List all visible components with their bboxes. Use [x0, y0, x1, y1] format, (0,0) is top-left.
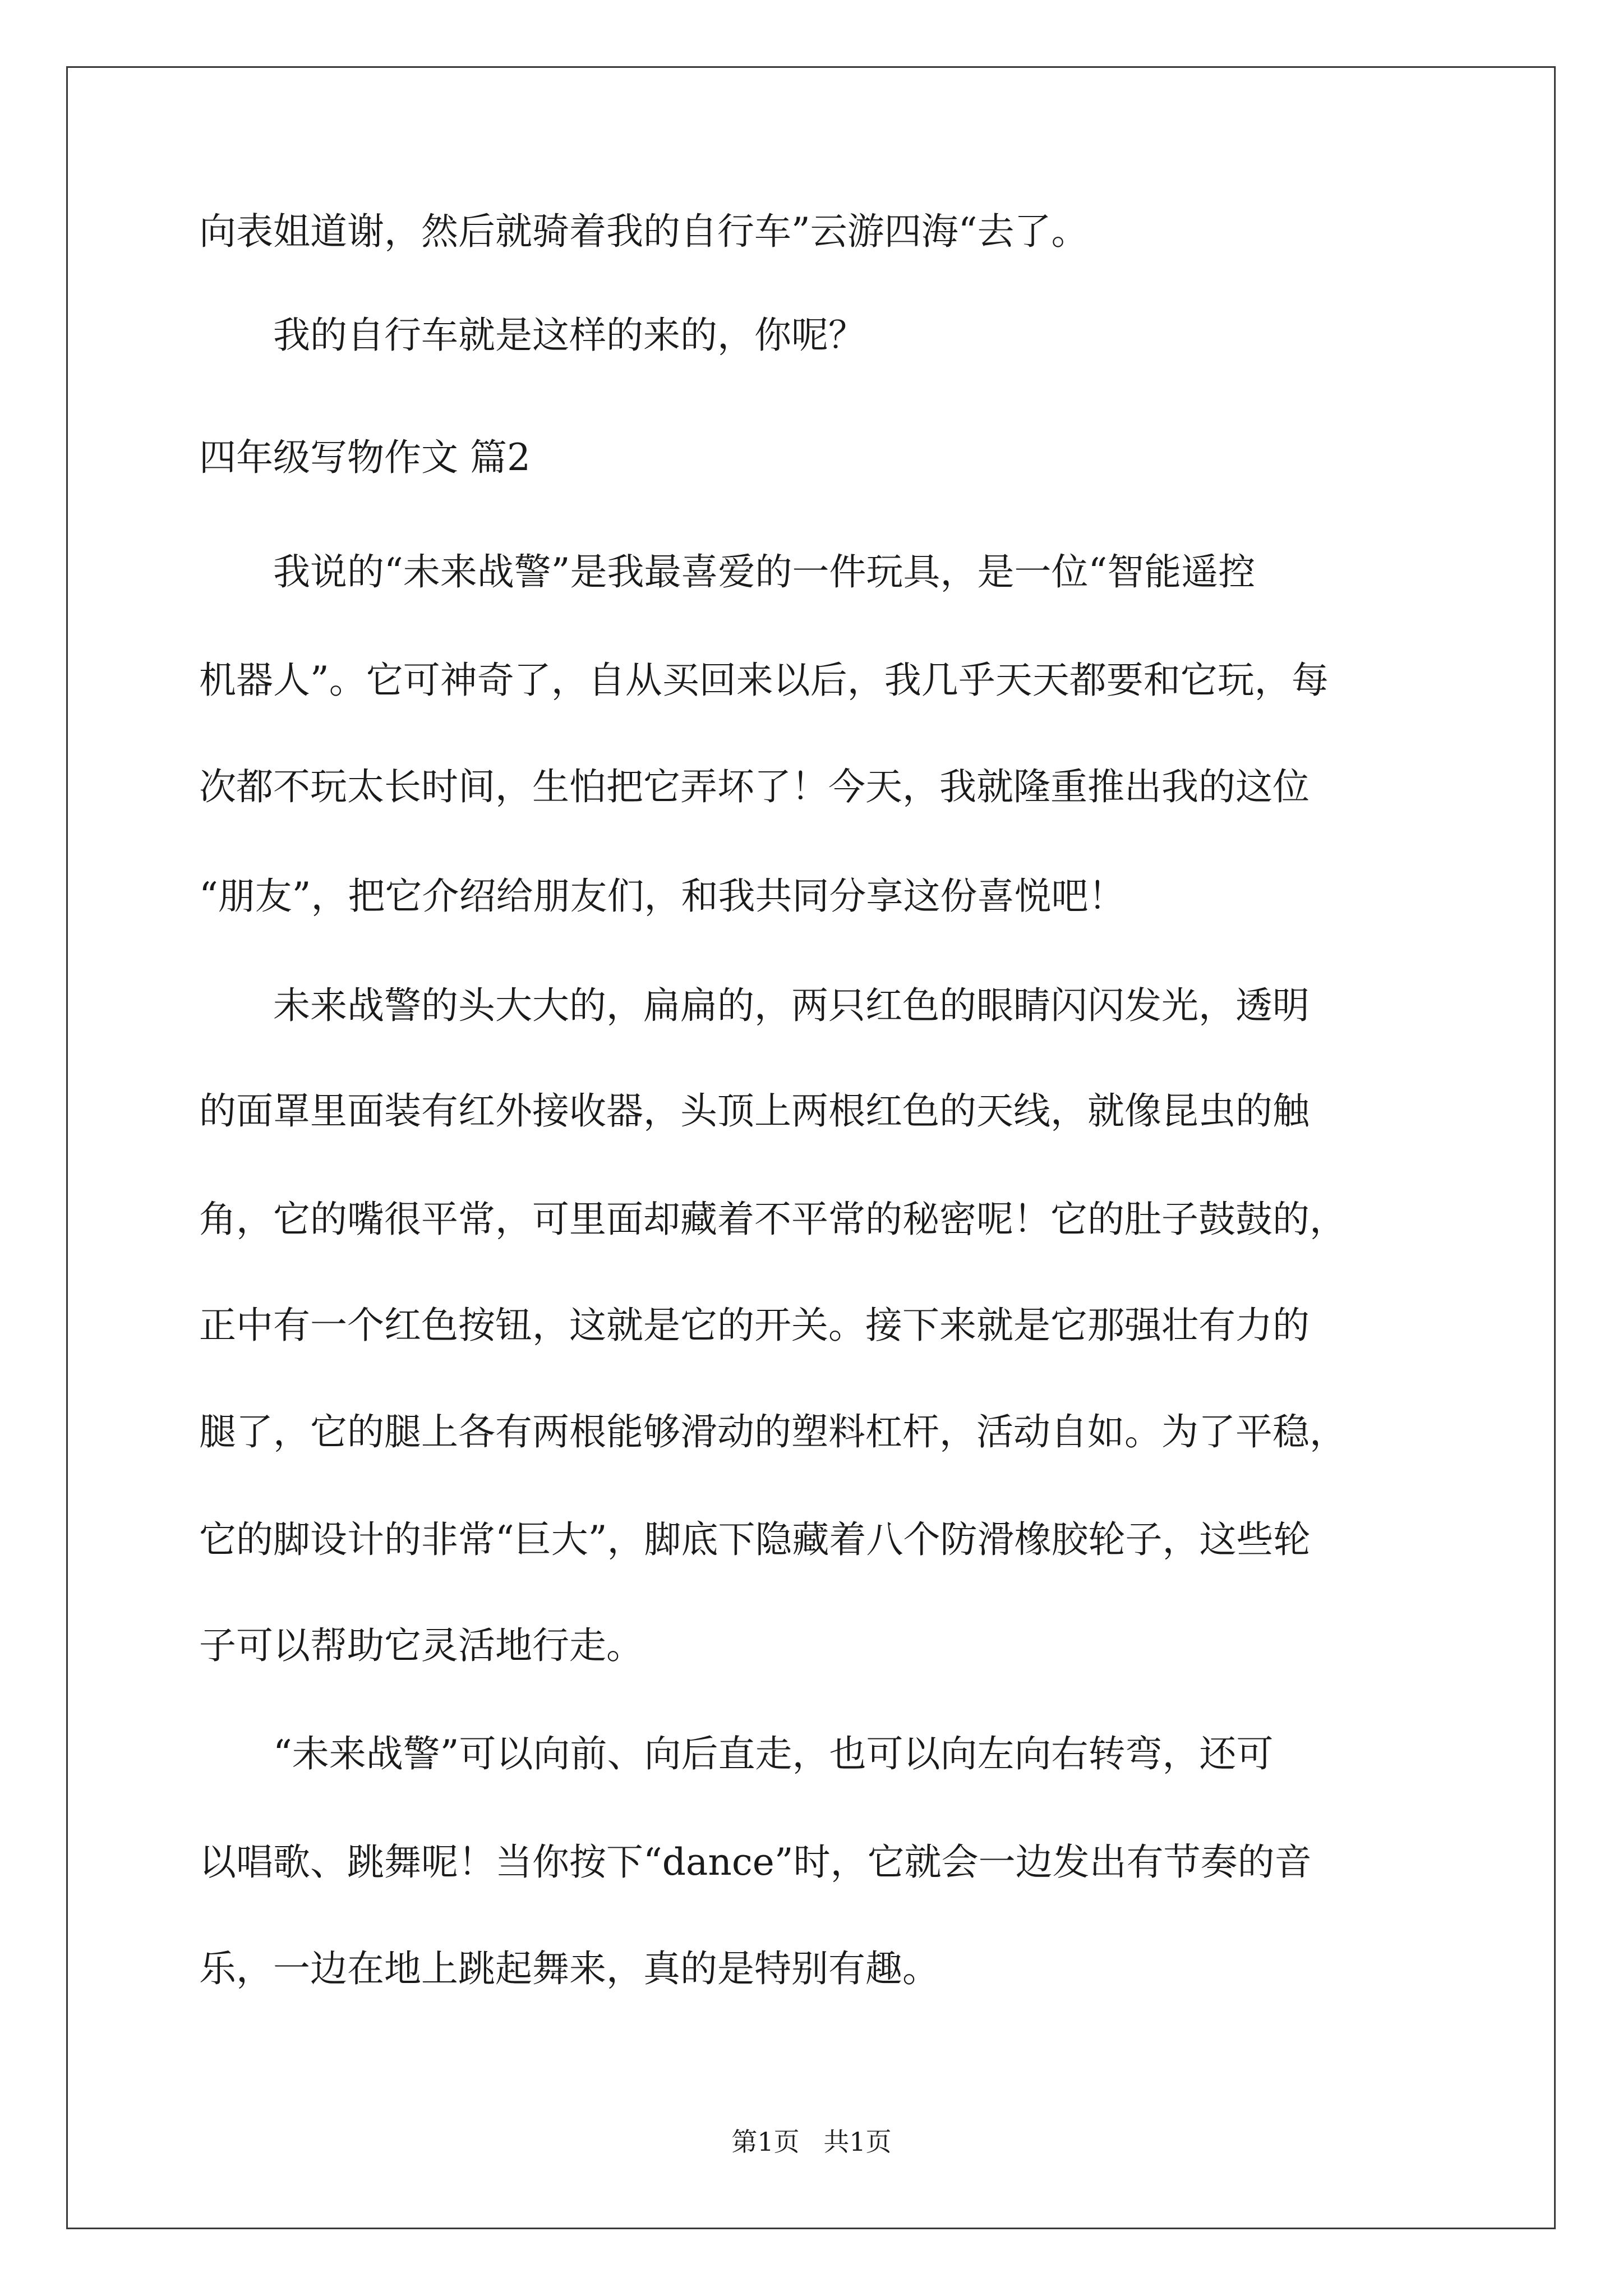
text-line: 腿了，它的腿上各有两根能够滑动的塑料杠杆，活动自如。为了平稳， — [199, 1410, 1347, 1453]
text-line: 我的自行车就是这样的来的，你呢？ — [199, 314, 865, 357]
text-line: 未来战警的头大大的，扁扁的，两只红色的眼睛闪闪发光，透明 — [199, 984, 1310, 1027]
text-line: 它的脚设计的非常“巨大”，脚底下隐藏着八个防滑橡胶轮子，这些轮 — [199, 1518, 1311, 1561]
text-line: 乐，一边在地上跳起舞来，真的是特别有趣。 — [199, 1947, 939, 1990]
page-number-total: 共1页 — [823, 2127, 892, 2157]
text-line: “朋友”，把它介绍给朋友们，和我共同分享这份喜悦吧！ — [199, 875, 1126, 918]
section-heading: 四年级写物作文 篇2 — [199, 436, 531, 479]
text-line: 次都不玩太长时间，生怕把它弄坏了！今天，我就隆重推出我的这位 — [199, 765, 1310, 808]
text-line: 的面罩里面装有红外接收器，头顶上两根红色的天线，就像昆虫的触 — [199, 1089, 1310, 1133]
text-line: 正中有一个红色按钮，这就是它的开关。接下来就是它那强壮有力的 — [199, 1304, 1310, 1347]
text-line: 机器人”。它可神奇了，自从买回来以后，我几乎天天都要和它玩，每 — [199, 659, 1329, 702]
text-line: 我说的“未来战警”是我最喜爱的一件玩具，是一位“智能遥控 — [199, 550, 1256, 593]
text-line: “未来战警”可以向前、向后直走，也可以向左向右转弯，还可 — [199, 1732, 1274, 1775]
text-line: 向表姐道谢，然后就骑着我的自行车”云游四海“去了。 — [199, 210, 1089, 253]
page-number-current: 第1页 — [731, 2127, 800, 2157]
text-line: 以唱歌、跳舞呢！当你按下“dance”时，它就会一边发出有节奏的音 — [199, 1841, 1312, 1884]
page-footer — [0, 2129, 1623, 2155]
text-line: 子可以帮助它灵活地行走。 — [199, 1624, 643, 1667]
page-border — [66, 66, 1556, 2229]
text-line: 角，它的嘴很平常，可里面却藏着不平常的秘密呢！它的肚子鼓鼓的， — [199, 1198, 1347, 1241]
